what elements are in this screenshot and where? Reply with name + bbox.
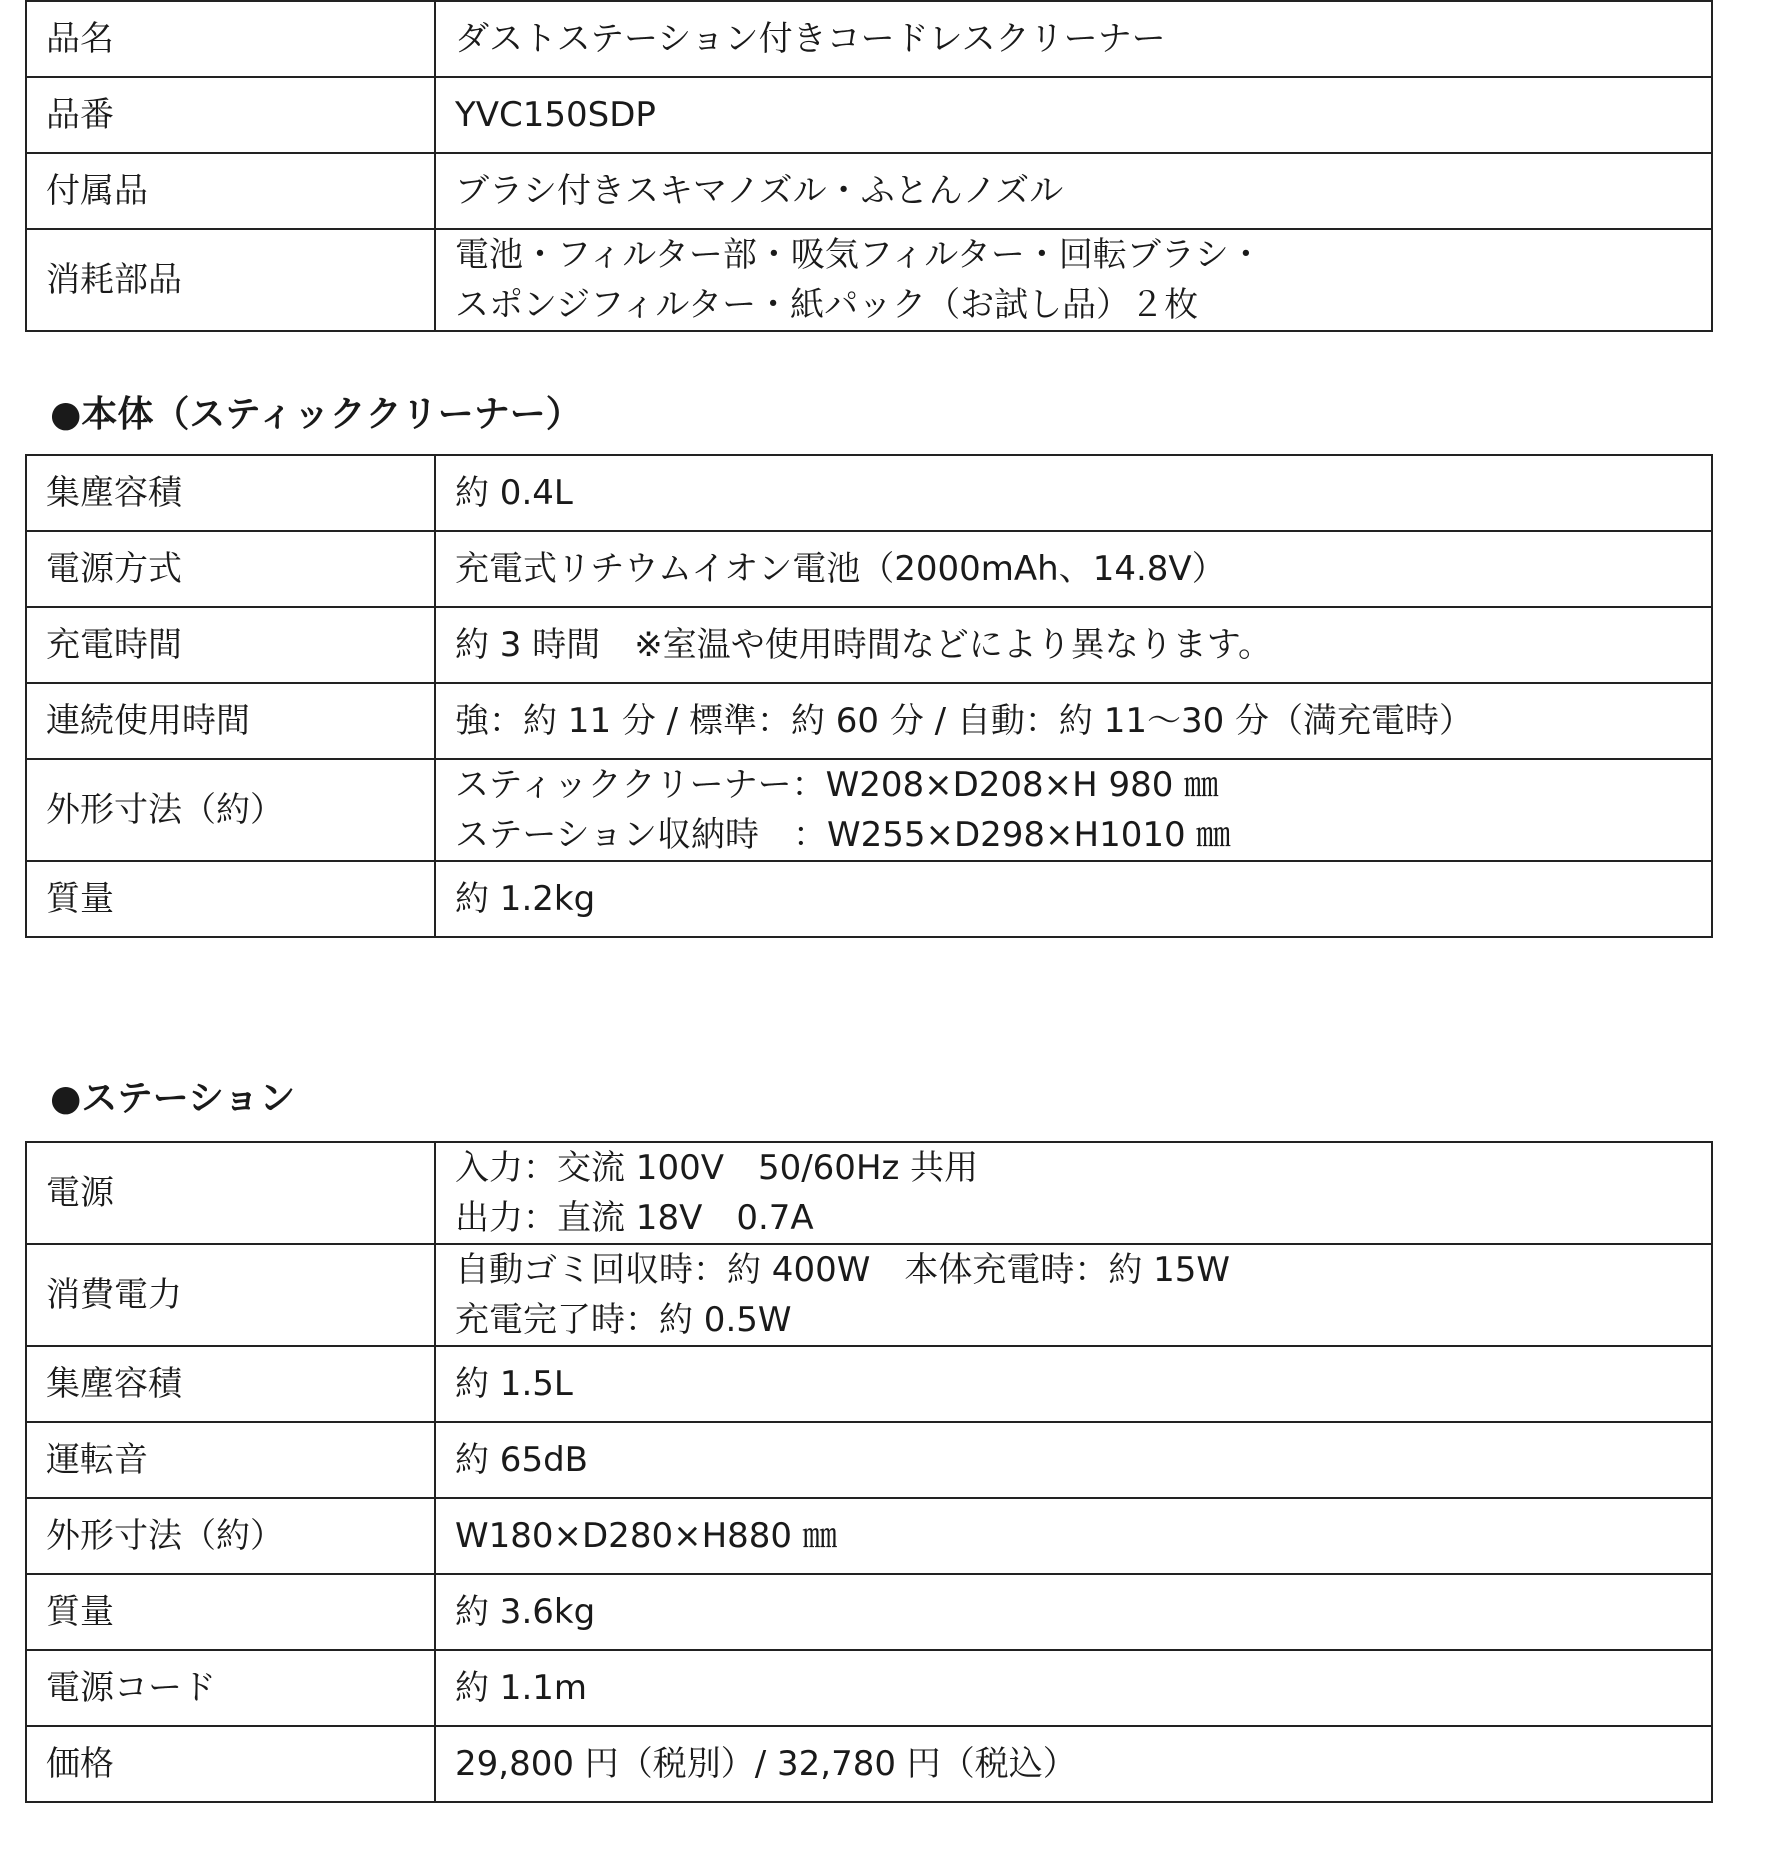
table-row	[26, 683, 1712, 759]
table-row	[26, 229, 1712, 331]
row-value-line: W180×D280×H880 ㎜	[455, 1516, 837, 1556]
row-value	[435, 455, 1712, 531]
table-row	[26, 1422, 1712, 1498]
row-label: 充電時間	[26, 607, 435, 683]
row-value	[435, 531, 1712, 607]
body-spec-table	[25, 454, 1713, 938]
table-row	[26, 861, 1712, 937]
table-row	[26, 1574, 1712, 1650]
table-row	[26, 1650, 1712, 1726]
row-value	[435, 1422, 1712, 1498]
row-value	[435, 861, 1712, 937]
table-row	[26, 1726, 1712, 1802]
row-value	[435, 1346, 1712, 1422]
row-value-line: 約 3 時間 ※室温や使用時間などにより異なります。	[455, 625, 1273, 665]
table-row	[26, 153, 1712, 229]
row-value-line: 約 65dB	[455, 1440, 588, 1480]
row-label: 価格	[26, 1726, 435, 1802]
general-spec-table	[25, 0, 1713, 332]
table-row	[26, 1, 1712, 77]
row-value	[435, 153, 1712, 229]
row-value	[435, 1650, 1712, 1726]
table-row	[26, 759, 1712, 861]
row-value-line: 約 1.1m	[455, 1668, 587, 1708]
table-row	[26, 455, 1712, 531]
row-value-line: 29,800 円（税別）/ 32,780 円（税込）	[455, 1744, 1077, 1784]
row-value-line: 自動ゴミ回収時：約 400W 本体充電時：約 15W	[455, 1250, 1231, 1290]
row-value-line: 出力：直流 18V 0.7A	[455, 1198, 814, 1238]
row-value	[435, 1574, 1712, 1650]
row-value-line: 電池・フィルター部・吸気フィルター・回転ブラシ・	[455, 235, 1263, 275]
row-label: 電源方式	[26, 531, 435, 607]
row-value	[435, 229, 1712, 331]
section-heading-body: ●本体（スティッククリーナー）	[50, 394, 582, 435]
row-label: 外形寸法（約）	[26, 759, 435, 861]
row-label: 付属品	[26, 153, 435, 229]
row-value-line: YVC150SDP	[455, 95, 656, 135]
table-row	[26, 1142, 1712, 1244]
row-value-line: ダストステーション付きコードレスクリーナー	[455, 19, 1166, 59]
row-value	[435, 1142, 1712, 1244]
table-row	[26, 77, 1712, 153]
row-label: 集塵容積	[26, 1346, 435, 1422]
row-label: 消費電力	[26, 1244, 435, 1346]
table-row	[26, 1346, 1712, 1422]
row-value-line: 約 0.4L	[455, 473, 573, 513]
table-row	[26, 531, 1712, 607]
row-label: 品番	[26, 77, 435, 153]
row-value	[435, 1498, 1712, 1574]
row-label: 運転音	[26, 1422, 435, 1498]
row-label: 集塵容積	[26, 455, 435, 531]
row-value-line: 充電完了時：約 0.5W	[455, 1300, 792, 1340]
table-row	[26, 1244, 1712, 1346]
row-label: 消耗部品	[26, 229, 435, 331]
row-value-line: 充電式リチウムイオン電池（2000mAh、14.8V）	[455, 549, 1226, 589]
row-label: 電源	[26, 1142, 435, 1244]
row-label: 質量	[26, 861, 435, 937]
row-value-line: 約 1.5L	[455, 1364, 573, 1404]
row-value-line: ブラシ付きスキマノズル・ふとんノズル	[455, 171, 1064, 211]
row-value-line: ステーション収納時 ：W255×D298×H1010 ㎜	[455, 815, 1231, 855]
row-value-line: 入力：交流 100V 50/60Hz 共用	[455, 1148, 979, 1188]
row-value	[435, 1, 1712, 77]
row-value	[435, 683, 1712, 759]
row-label: 外形寸法（約）	[26, 1498, 435, 1574]
row-value	[435, 77, 1712, 153]
station-spec-table	[25, 1141, 1713, 1803]
row-value-line: 約 1.2kg	[455, 879, 596, 919]
table-row	[26, 1498, 1712, 1574]
row-value	[435, 1244, 1712, 1346]
row-value-line: スティッククリーナー：W208×D208×H 980 ㎜	[455, 765, 1219, 805]
row-label: 連続使用時間	[26, 683, 435, 759]
row-value-line: 約 3.6kg	[455, 1592, 596, 1632]
row-value	[435, 759, 1712, 861]
row-value-line: 強：約 11 分 / 標準：約 60 分 / 自動：約 11～30 分（満充電時）	[455, 701, 1474, 741]
table-row	[26, 607, 1712, 683]
row-value-line: スポンジフィルター・紙パック（お試し品）２枚	[455, 285, 1199, 325]
section-heading-station: ●ステーション	[50, 1078, 296, 1119]
row-value	[435, 607, 1712, 683]
row-label: 電源コード	[26, 1650, 435, 1726]
row-label: 品名	[26, 1, 435, 77]
row-value	[435, 1726, 1712, 1802]
row-label: 質量	[26, 1574, 435, 1650]
